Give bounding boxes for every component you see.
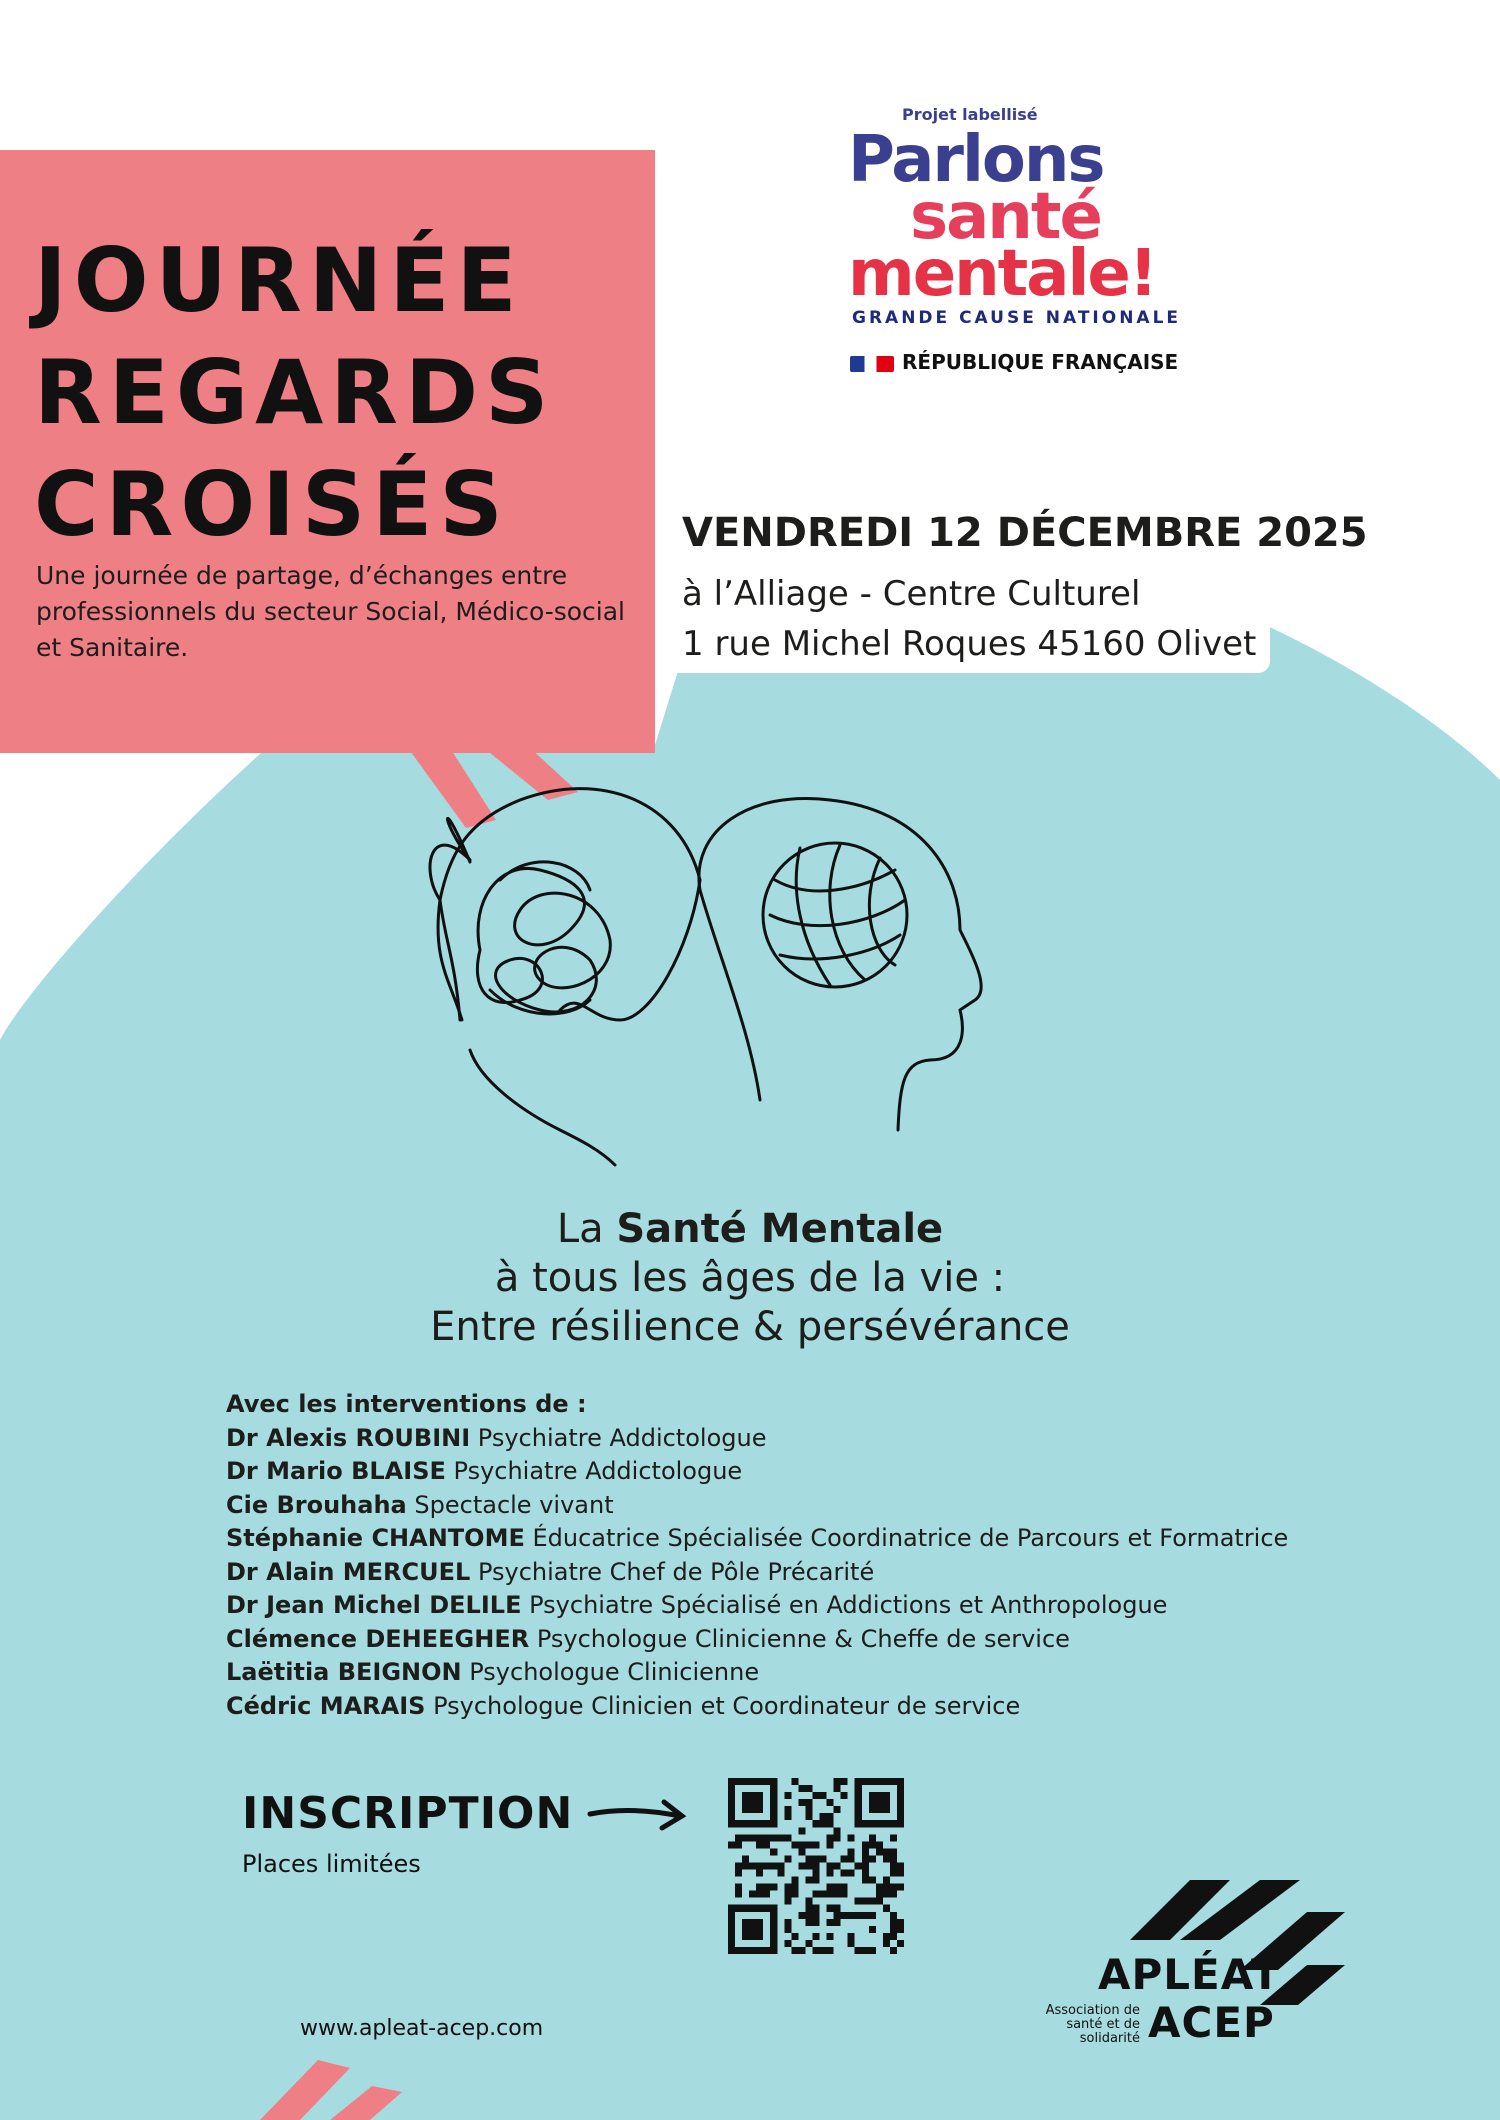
speaker-row	[226, 1589, 1376, 1623]
theme-line-2: à tous les âges de la vie :	[494, 1255, 1006, 1301]
speaker-row	[226, 1556, 1376, 1590]
intro-text: Une journée de partage, d’échanges entre professionnels du secteur Social, Médico-social et Sanitaire.	[36, 561, 626, 662]
speaker-name: Laëtitia BEIGNON	[226, 1658, 462, 1686]
speaker-name: Dr Jean Michel DELILE	[226, 1591, 522, 1619]
event-venue: à l’Alliage - Centre Culturel	[682, 574, 1141, 614]
logo-word-1: Parlons	[848, 123, 1104, 197]
speaker-role: Psychologue Clinicienne & Cheffe de service	[536, 1624, 1070, 1653]
website-link[interactable]: www.apleat-acep.com	[300, 2016, 544, 2041]
logo-top-label: Projet labellisé	[902, 105, 1038, 124]
speaker-role: Psychologue Clinicien et Coordinateur de service	[433, 1691, 1021, 1720]
org-name-2: ACEP	[1148, 1998, 1275, 2047]
theme-line-3: Entre résilience & persévérance	[430, 1304, 1070, 1350]
speaker-name: Clémence DEHEEGHER	[226, 1624, 530, 1653]
event-date: VENDREDI 12 DÉCEMBRE 2025	[668, 500, 1382, 566]
logo-word-2: santé	[910, 180, 1101, 254]
speaker-name: Dr Mario BLAISE	[226, 1457, 446, 1485]
republique-francaise	[850, 350, 1178, 374]
apleat-acep-logo	[1010, 1870, 1350, 2050]
republique-label: RÉPUBLIQUE FRANÇAISE	[902, 350, 1179, 374]
parlons-sante-mentale-logo	[840, 105, 1200, 380]
flag-icon	[850, 356, 894, 372]
speakers-heading: Avec les interventions de :	[226, 1390, 587, 1418]
speaker-role: Éducatrice Spécialisée Coordinatrice de Parcours et Formatrice	[532, 1524, 1289, 1552]
speaker-role: Spectacle vivant	[414, 1490, 614, 1519]
logo-cause: GRANDE CAUSE NATIONALE	[852, 308, 1182, 328]
page-title	[34, 225, 634, 561]
speaker-role: Psychiatre Addictologue	[477, 1423, 767, 1452]
theme-block	[300, 1205, 1200, 1352]
speaker-name: Dr Alexis ROUBINI	[226, 1423, 471, 1452]
speaker-name: Stéphanie CHANTOME	[226, 1524, 525, 1552]
logo-word-3: mentale!	[848, 237, 1156, 311]
event-location	[668, 565, 1270, 673]
title-line-1: JOURNÉE	[34, 229, 524, 332]
speaker-row	[226, 1489, 1376, 1523]
event-address: 1 rue Michel Roques 45160 Olivet	[682, 624, 1257, 664]
speaker-row	[226, 1623, 1376, 1657]
speaker-name: Cie Brouhaha	[226, 1490, 407, 1519]
theme-prefix: La	[556, 1206, 617, 1252]
title-line-2: REGARDS	[34, 341, 556, 444]
org-name-1: APLÉAT	[1098, 1950, 1281, 1999]
speaker-row	[226, 1522, 1376, 1556]
speaker-name: Dr Alain MERCUEL	[226, 1557, 471, 1586]
speaker-name: Cédric MARAIS	[226, 1691, 426, 1720]
speaker-role: Psychiatre Spécialisé en Addictions et Anthropologue	[529, 1591, 1168, 1619]
speaker-row	[226, 1422, 1376, 1456]
inscription-label: INSCRIPTION	[242, 1788, 574, 1839]
speaker-row	[226, 1455, 1376, 1489]
title-line-3: CROISÉS	[34, 453, 510, 556]
speaker-row	[226, 1656, 1376, 1690]
inscription-sub: Places limitées	[242, 1850, 421, 1878]
speaker-role: Psychiatre Chef de Pôle Précarité	[477, 1557, 875, 1586]
speaker-role: Psychologue Clinicienne	[469, 1658, 760, 1686]
speakers-list	[226, 1388, 1376, 1723]
org-tagline: Association de santé et de solidarité	[1045, 2003, 1140, 2046]
speaker-role: Psychiatre Addictologue	[453, 1457, 743, 1485]
speaker-row	[226, 1690, 1376, 1724]
registration-qr-code[interactable]	[728, 1778, 904, 1954]
theme-emphasis: Santé Mentale	[616, 1206, 944, 1252]
